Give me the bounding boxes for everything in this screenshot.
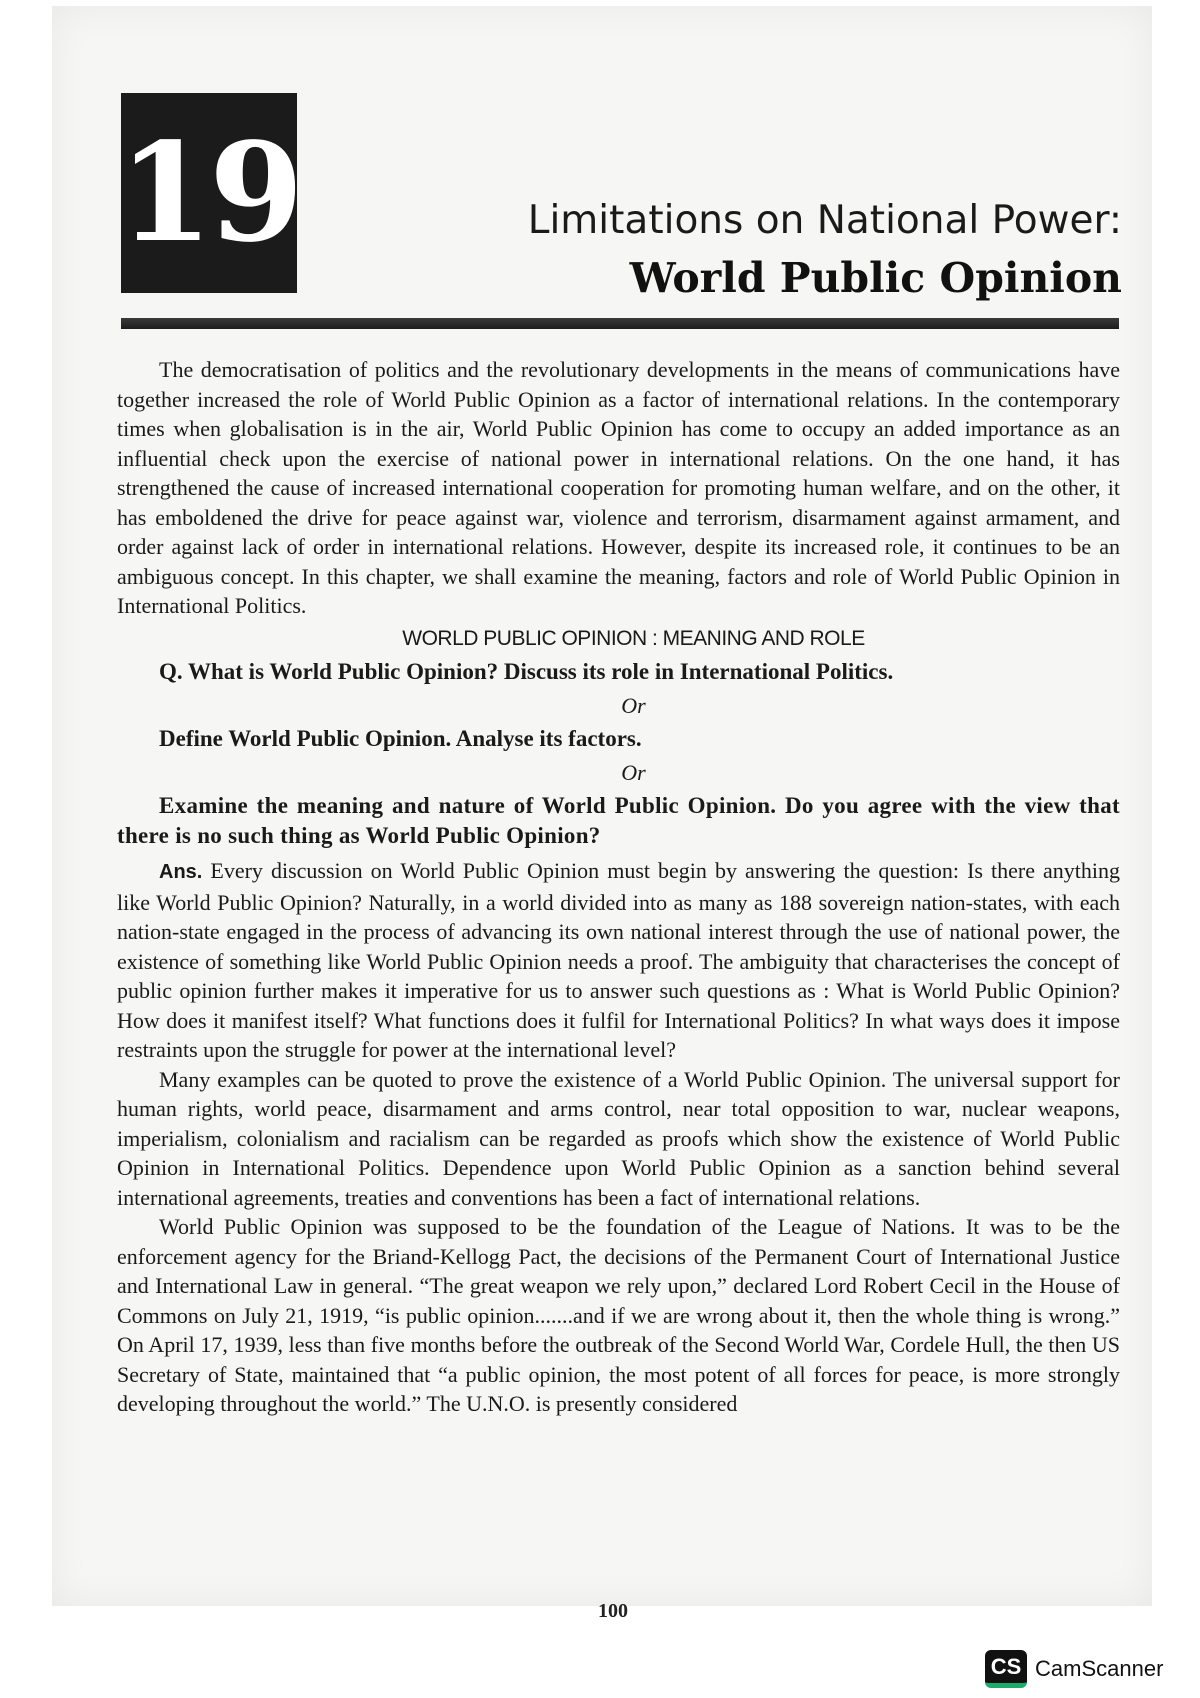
camscanner-name: CamScanner [1035,1656,1164,1681]
title-divider [121,318,1119,329]
camscanner-watermark [985,1650,1163,1688]
or-separator-2: Or [621,759,646,785]
answer-paragraph-1 [117,856,1120,1065]
page-number: 100 [598,1600,628,1622]
answer-label: Ans. [159,861,203,883]
question-2: Define World Public Opinion. Analyse its factors. [159,726,642,751]
answer-text-1: Every discussion on World Public Opinion must begin by answering the question: Is there anything like World Public Opinion? Naturally, in a world divided into as many as 188 sovereign nation-states, with each nation-state engaged in the process of advancing its own national interest through the use of national power, the existence of something like World Public Opinion needs a proof. The ambiguity that characterises the concept of public opinion further makes it imperative for us to answer such questions as : What is World Public Opinion? How does it manifest itself? What functions does it fulfil for International Politics? In what ways does it impose restraints upon the struggle for power at the international level? [117,858,1120,1062]
answer-paragraph-2: Many examples can be quoted to prove the existence of a World Public Opinion. The universal support for human rights, world peace, disarmament and arms control, near total opposition to war, nuclear weapons, imperialism, colonialism and racialism can be regarded as proofs which show the existence of World Public Opinion in International Politics. Dependence upon World Public Opinion as a sanction behind several international agreements, treaties and conventions has been a fact of international relations. [117,1066,1120,1210]
chapter-title: Limitations on National Power: [527,198,1122,243]
intro-paragraph: The democratisation of politics and the revolutionary developments in the means of communications have together increased the role of World Public Opinion as a factor of international relations. In the contemporary times when globalisation is in the air, World Public Opinion has come to occupy an added importance as an influential check upon the exercise of national power in international relations. On the one hand, it has strengthened the cause of increased international cooperation for promoting human welfare, and on the other, it has emboldened the drive for peace against war, violence and terrorism, disarmament against armament, and order against lack of order in international relations. However, despite its increased role, it continues to be an ambiguous concept. In this chapter, we shall examine the meaning, factors and role of World Public Opinion in International Politics. [117,357,1120,618]
chapter-number: 19 [118,113,300,273]
answer-paragraph-3: World Public Opinion was supposed to be the foundation of the League of Nations. It was to be the enforcement agency for the Briand-Kellogg Pact, the decisions of the Permanent Court of International Justice and International Law in general. “The great weapon we rely upon,” declared Lord Robert Cecil in the House of Commons on July 21, 1919, “is public opinion.......and if we are wrong about it, then the whole thing is wrong.” On April 17, 1939, less than five months before the outbreak of the Second World War, Cordele Hull, the then US Secretary of State, maintained that “a public opinion, the most potent of all forces for peace, is more strongly developing throughout the world.” The U.N.O. is presently considered [117,1214,1120,1416]
camscanner-logo-text: CS [990,1653,1022,1679]
section-heading: WORLD PUBLIC OPINION : MEANING AND ROLE [402,626,865,650]
chapter-number-badge [118,93,300,293]
chapter-subtitle: World Public Opinion [629,254,1122,302]
or-separator-1: Or [621,692,646,718]
camscanner-logo-icon [985,1650,1027,1688]
page-body [117,355,1120,1419]
question-3: Examine the meaning and nature of World Public Opinion. Do you agree with the view that there is no such thing as World Public Opinion? [117,793,1120,848]
question-1: Q. What is World Public Opinion? Discuss its role in International Politics. [159,659,894,684]
